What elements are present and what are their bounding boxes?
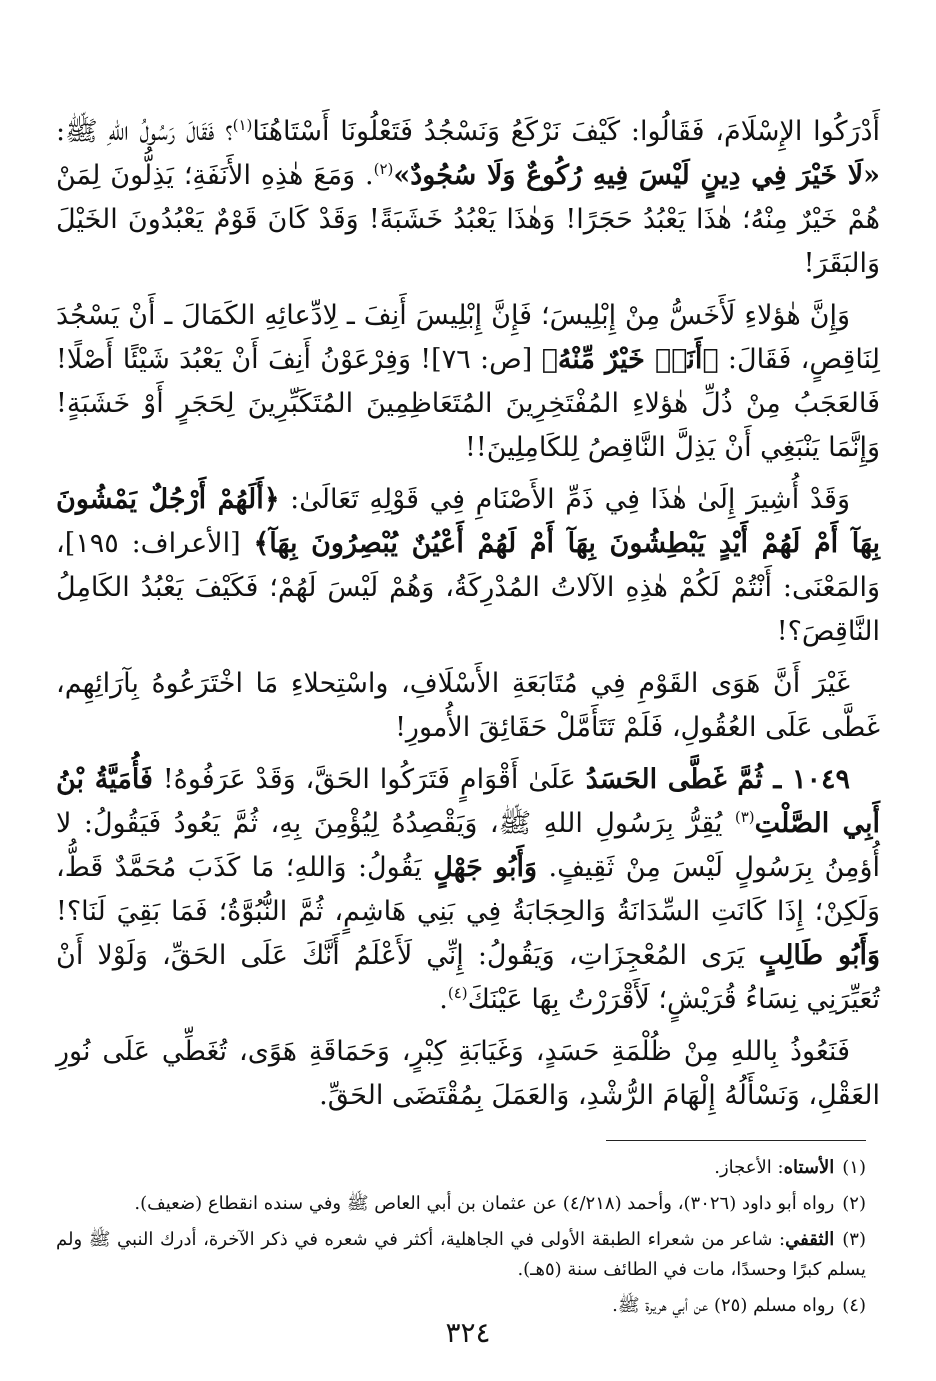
footnote-number: (١) bbox=[842, 1157, 866, 1178]
paragraph bbox=[56, 662, 880, 750]
text-segment: [الأعراف: ١٩٥]، وَالمَعْنَى: أَنْتُمْ لَكُمْ هٰذِهِ الآلاتُ المُدْرِكَةُ، وَهُمْ لَيْسَ لَهُمْ؛ فَكَيْفَ يَعْبُدُ الكَامِلُ النَّاقِصَ؟! bbox=[56, 528, 880, 647]
bold-text: الثقفي bbox=[785, 1229, 835, 1250]
text-segment: رواه مسلم (٢٥) عن أبي هريرة ﷺ. bbox=[612, 1295, 835, 1316]
footnote-number: (٤) bbox=[842, 1295, 866, 1316]
paragraph bbox=[56, 1030, 880, 1118]
text-segment: يَقُولُ: وَاللهِ؛ مَا كَذَبَ مُحَمَّدٌ قَطُّ، وَلَكِنْ؛ إِذَا كَانَتِ السِّدَانَةُ وَالحِجَابَةُ فِي بَنِي هَاشِمٍ، ثُمَّ النُّبُوَّةُ؛ فَمَا بَقِيَ لَنَا؟! bbox=[56, 852, 880, 927]
text-segment: ؟ فَقَالَ رَسُولُ اللهِ ﷺ: bbox=[56, 116, 233, 147]
text-segment: وَقَدْ أُشِيرَ إِلَىٰ هٰذَا فِي ذَمِّ الأَصْنَامِ فِي قَوْلِهِ تَعَالَىٰ: bbox=[279, 484, 850, 515]
text-segment: يُقِرُّ بِرَسُولِ اللهِ ﷺ، وَيَقْصِدُهُ لِيُؤْمِنَ بِهِ، ثُمَّ يَعُودُ فَيَقُولُ: لا أُؤمِنُ بِرَسُولٍ لَيْسَ مِنْ ثَقِيفٍ. bbox=[56, 808, 881, 883]
footnote-reference: (٤) bbox=[447, 984, 468, 1002]
bold-text: فَأُمَيَّةُ بْنُ أَبِي الصَّلْتِ bbox=[56, 764, 881, 839]
footnote-divider bbox=[606, 1140, 866, 1141]
text-segment: : الأعجاز. bbox=[714, 1157, 784, 1178]
text-segment: أَدْرَكُوا الإِسْلَامَ، فَقَالُوا: كَيْفَ نَرْكَعُ وَنَسْجُدُ فَتَعْلُونَا أَسْتَاهُنَا bbox=[252, 116, 880, 147]
paragraph bbox=[56, 110, 880, 286]
bold-text: ١٠٤٩ ـ ثُمَّ غَطَّى bbox=[657, 764, 850, 795]
footnote bbox=[56, 1153, 866, 1183]
text-segment: وَإِنَّ هٰؤلاءِ لَأَخَسُّ مِنْ إِبْلِيسَ؛ فَإِنَّ إِبْلِيسَ أَنِفَ ـ لِادِّعائِهِ الكَمَالَ ـ أَنْ يَسْجُدَ لِنَاقِصٍ، فَقَالَ: bbox=[56, 300, 880, 375]
page-number: ٣٢٤ bbox=[445, 1316, 491, 1349]
footnotes bbox=[56, 1153, 866, 1321]
footnote-reference: (٢) bbox=[373, 160, 394, 178]
bold-text: الحَسَدُ bbox=[585, 764, 658, 795]
paragraph bbox=[56, 758, 880, 1022]
bold-text: وَأَبُو جَهْلٍ bbox=[433, 852, 538, 883]
text-segment: : شاعر من شعراء الطبقة الأولى في الجاهلية، أكثر في شعره في ذكر الآخرة، أدرك النبي ﷺ ولم يسلم كبرًا وحسدًا، مات في الطائف سنة (٥هـ). bbox=[56, 1229, 866, 1280]
text-segment: يَرَى المُعْجِزَاتِ، وَيَقُولُ: إِنِّي لَأَعْلَمُ أَنَّكَ عَلَى الحَقِّ، وَلَوْلا أَنْ تُعَيِّرَنِي نِسَاءُ قُرَيْشٍ؛ لَأَقْرَرْتُ بِهَا عَيْنَكَ bbox=[56, 940, 880, 1015]
bold-text: الأستاه bbox=[783, 1157, 835, 1178]
footnote-reference: (٣) bbox=[734, 808, 755, 826]
text-segment: [ص: ٧٦]! وَفِرْعَوْنُ أَنِفَ أَنْ يَعْبُدَ شَيْئًا أَصْلًا! فَالعَجَبُ مِنْ ذُلِّ هٰؤلاءِ المُفْتَخِرِينَ المُتَعَاظِمِينَ المُتَكَبِّرِينَ لِحَجَرٍ أَوْ خَشَبَةٍ! وَإِنَّمَا يَنْبَغِي أَنْ يَذِلَّ النَّاقِصُ لِلكَامِلِينَ!! bbox=[56, 344, 880, 463]
bold-text: ﴿أَنَا۠ خَيْرٌ مِّنْهُ﴾ bbox=[541, 344, 719, 375]
book-page bbox=[56, 110, 880, 1381]
footnote bbox=[56, 1225, 866, 1285]
bold-text: «لَا خَيْرَ فِي دِينٍ لَيْسَ فِيهِ رُكُوعٌ وَلَا سُجُودٌ» bbox=[393, 160, 880, 191]
text-segment: . bbox=[439, 984, 448, 1015]
footnote-number: (٣) bbox=[842, 1229, 866, 1250]
footnote-number: (٢) bbox=[842, 1193, 866, 1214]
body-text bbox=[56, 110, 880, 1118]
footnote-reference: (١) bbox=[232, 116, 253, 134]
text-segment: غَيْرَ أَنَّ هَوَى القَوْمِ فِي مُتَابَعَةِ الأَسْلَافِ، واسْتِحلاءِ مَا اخْتَرَعُوهُ بِآرَائِهِم، غَطَّى عَلَى العُقُولِ، فَلَمْ تَتَأَمَّلْ حَقَائِقَ الأُمورِ! bbox=[56, 668, 880, 743]
text-segment: فَنَعُوذُ بِاللهِ مِنْ ظُلْمَةِ حَسَدٍ، وَغَيَابَةِ كِبْرٍ، وَحَمَاقَةِ هَوًى، تُغَطِّي عَلَى نُورِ العَقْلِ، وَنَسْأَلُهُ إِلْهَامَ الرُّشْدِ، وَالعَمَلَ بِمُقْتَضَى الحَقِّ. bbox=[56, 1036, 880, 1111]
paragraph bbox=[56, 478, 880, 654]
footnote bbox=[56, 1189, 866, 1219]
bold-text: ﴿أَلَهُمْ أَرْجُلٌ يَمْشُونَ بِهَآ أَمْ لَهُمْ أَيْدٍ يَبْطِشُونَ بِهَآ أَمْ لَهُمْ أَعْيُنٌ يُبْصِرُونَ بِهَآ﴾ bbox=[56, 484, 880, 559]
text-segment: عَلَىٰ أَقْوَامٍ فَتَرَكُوا الحَقَّ، وَقَدْ عَرَفُوهُ! bbox=[152, 764, 586, 795]
text-segment: . وَمَعَ هٰذِهِ الأَنَفَةِ؛ يَذِلُّونَ لِمَنْ هُمْ خَيْرٌ مِنْهُ؛ هٰذَا يَعْبُدُ حَجَرًا! وَهٰذَا يَعْبُدُ خَشَبَةً! وَقَدْ كَانَ قَوْمٌ يَعْبُدُونَ الخَيْلَ وَالبَقَرَ! bbox=[56, 160, 880, 279]
bold-text: وَأَبُو طَالِبٍ bbox=[758, 940, 880, 971]
text-segment: رواه أبو داود (٣٠٢٦)، وأحمد (٤/٢١٨) عن عثمان بن أبي العاص ﷺ وفي سنده انقطاع (ضعيف). bbox=[134, 1193, 835, 1214]
paragraph bbox=[56, 294, 880, 470]
